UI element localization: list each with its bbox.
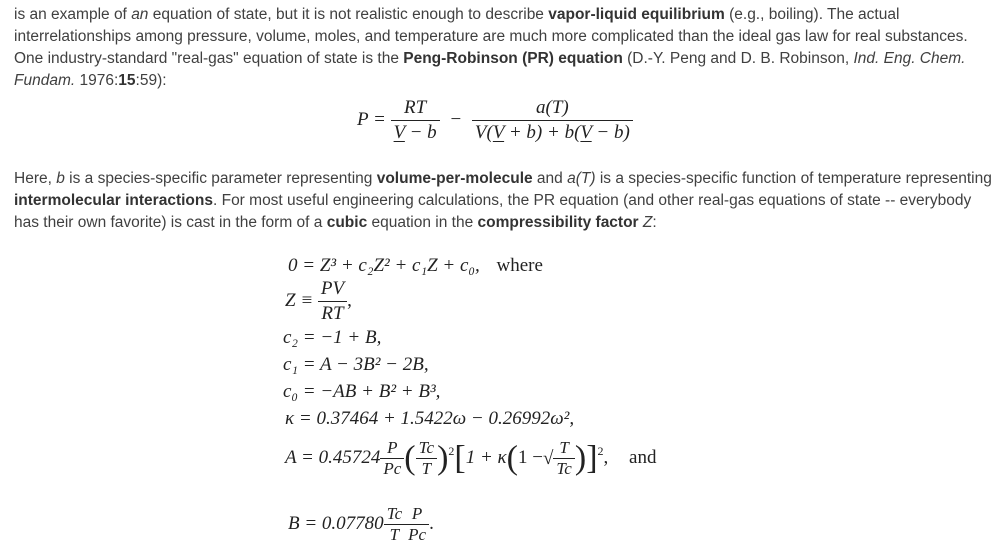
and-label: and	[629, 446, 657, 468]
a-definition: A = 0.45724 $\frac{P}{Pc}$ ( $\frac{Tc}{T}$ )$^2$[1 + κ(1 −√ $\frac{T}{Tc}$ )]$^2$, and	[285, 438, 657, 478]
c1-definition: c₁ = A − 3B² − 2B,	[283, 354, 429, 375]
z-definition: Z ≡ $\frac{PV}{RT}$ ,	[285, 278, 352, 324]
peng-robinson-equation: P = $\frac{RT}{V - b}$ − $\frac{a(T)}{V(V + b) + b(V - b)}$	[357, 96, 633, 145]
c0-definition: c₀ = −AB + B² + B³,	[283, 381, 441, 402]
kappa-definition: κ = 0.37464 + 1.5422ω − 0.26992ω²,	[285, 408, 575, 429]
pr-lhs: P =	[357, 108, 386, 130]
where-label: where	[496, 255, 543, 276]
intro-paragraph: is an example of an equation of state, but it is not realistic enough to describe vapor-liquid equilibrium (e.g., boiling). The actual interrelationships among pressure, volume, moles, and temperature are much more complicated than the ideal gas law for real substances. One industry-standard "real-gas" equation of state is the Peng-Robinson (PR) equation (D.-Y. Peng and D. B. Robinson, Ind. Eng. Chem. Fundam. 1976:15:59):	[14, 6, 968, 89]
pr-fraction-1: $\frac{RT}{V - b}$	[391, 96, 440, 145]
cubic-equation: 0 = Z³ + c₂Z² + c₁Z + c₀, where	[288, 255, 543, 276]
b-definition: B = 0.07780 $\frac{Tc}{T}$ $\frac{P}{Pc}$ .	[288, 504, 434, 544]
description-paragraph: Here, b is a species-specific parameter representing volume-per-molecule and a(T) is a species-specific function of temperature representing intermolecular interactions. For most useful engineering calculations, the PR equation (and other real-gas equations of state -- everybody has their own favorite) is cast in the form of a cubic equation in the compressibility factor Z:	[14, 170, 992, 231]
c2-definition: c₂ = −1 + B,	[283, 327, 382, 348]
pr-fraction-2: $\frac{a(T)}{V(V + b) + b(V - b)}$	[472, 96, 633, 145]
